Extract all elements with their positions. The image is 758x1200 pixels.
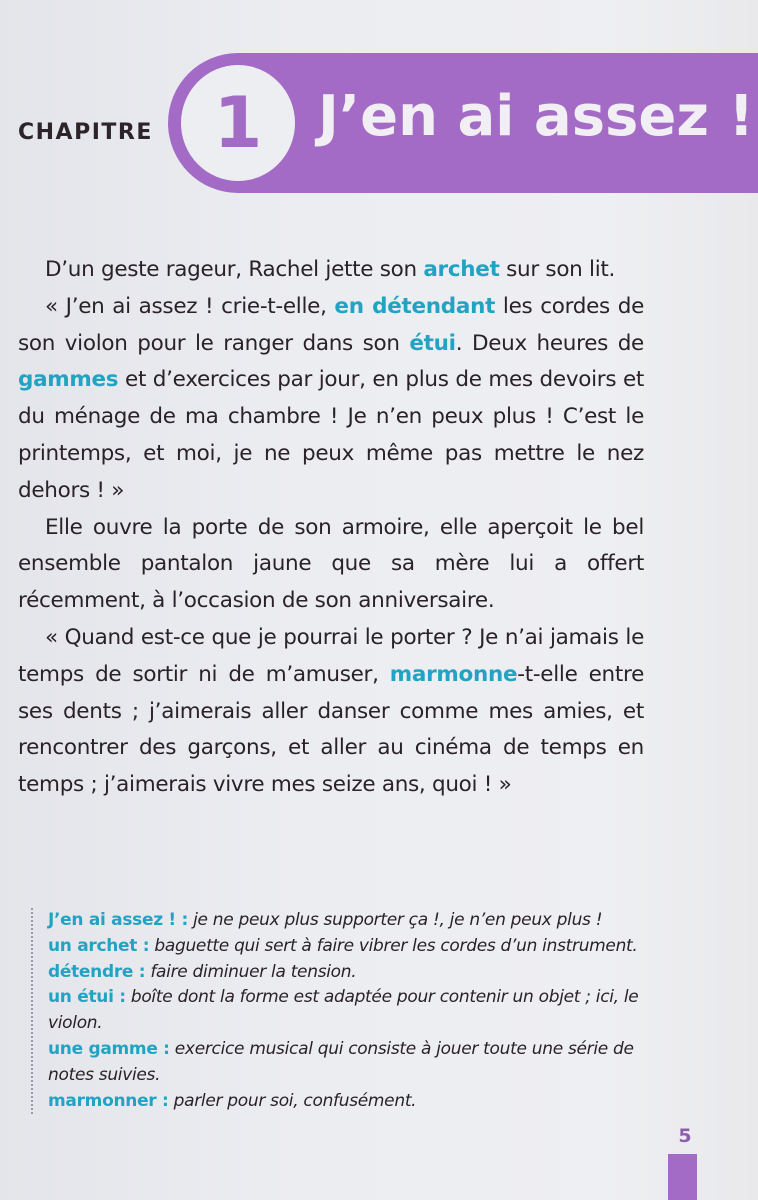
glossary-definition: baguette qui sert à faire vibrer les cordes d’un instrument. bbox=[149, 935, 638, 956]
glossary-entry bbox=[48, 1089, 668, 1115]
glossary-definition: faire diminuer la tension. bbox=[145, 961, 357, 982]
text-run: « Quand est-ce que je pourrai le porter ? Je n’ai jamais le temps de sortir ni de m’amuser, bbox=[18, 624, 644, 687]
glossary-definition: exercice musical qui consiste à jouer toute une série de notes suivies. bbox=[48, 1038, 634, 1085]
text-run: les cordes de son violon pour le ranger dans son bbox=[18, 293, 644, 356]
glossary-term: un archet : bbox=[48, 935, 150, 956]
chapter-number: 1 bbox=[213, 82, 263, 164]
glossary-term: J’en ai assez ! : bbox=[48, 910, 188, 930]
glossary-entry bbox=[48, 1037, 668, 1089]
page-number: 5 bbox=[678, 1125, 692, 1147]
vocab-highlight: en détendant bbox=[334, 293, 496, 319]
paragraph bbox=[18, 252, 644, 289]
paragraph bbox=[18, 620, 644, 804]
glossary-entry bbox=[48, 908, 668, 934]
glossary-definition: je ne peux plus supporter ça !, je n’en peux plus ! bbox=[187, 910, 603, 930]
glossary-definition: boîte dont la forme est adaptée pour contenir un objet ; ici, le violon. bbox=[48, 987, 639, 1034]
text-run: D’un geste rageur, Rachel jette son bbox=[45, 257, 424, 282]
text-run: sur son lit. bbox=[499, 257, 616, 282]
glossary-definition: parler pour soi, confusément. bbox=[168, 1090, 417, 1111]
vocab-highlight: étui bbox=[409, 330, 456, 356]
text-run: . Deux heures de bbox=[455, 330, 644, 356]
story-text bbox=[18, 252, 644, 804]
paragraph bbox=[18, 510, 644, 620]
chapter-title: J’en ai assez ! bbox=[318, 84, 754, 149]
glossary-entry bbox=[48, 985, 668, 1037]
glossary-entry bbox=[48, 960, 668, 986]
glossary-term: détendre : bbox=[48, 961, 146, 982]
text-run: « J’en ai assez ! crie-t-elle, bbox=[45, 293, 335, 319]
text-run: et d’exercices par jour, en plus de mes devoirs et du ménage de ma chambre ! Je n’en peux plus ! C’est le printemps, et moi, je ne peux même pas mettre le nez dehors ! » bbox=[18, 367, 644, 503]
glossary-term: marmonner : bbox=[48, 1090, 169, 1111]
glossary-entry bbox=[48, 934, 668, 960]
text-run: Elle ouvre la porte de son armoire, elle aperçoit le bel ensemble pantalon jaune que sa mère lui a offert récemment, à l’occasion de son anniversaire. bbox=[18, 514, 644, 614]
chapter-number-badge bbox=[181, 65, 295, 181]
text-run: -t-elle entre ses dents ; j’aimerais aller danser comme mes amies, et rencontrer des garçons, et aller au cinéma de temps en temps ; j’aimerais vivre mes seize ans, quoi ! » bbox=[18, 661, 644, 798]
glossary-term: une gamme : bbox=[48, 1038, 170, 1059]
vocab-highlight: archet bbox=[423, 257, 500, 282]
paragraph bbox=[18, 289, 644, 510]
vocab-highlight: marmonne bbox=[389, 661, 518, 687]
vocab-highlight: gammes bbox=[18, 367, 119, 393]
glossary-box bbox=[31, 908, 668, 1114]
page-edge-tab bbox=[668, 1154, 697, 1200]
chapter-label: CHAPITRE bbox=[18, 120, 153, 145]
glossary-term: un étui : bbox=[48, 987, 126, 1008]
